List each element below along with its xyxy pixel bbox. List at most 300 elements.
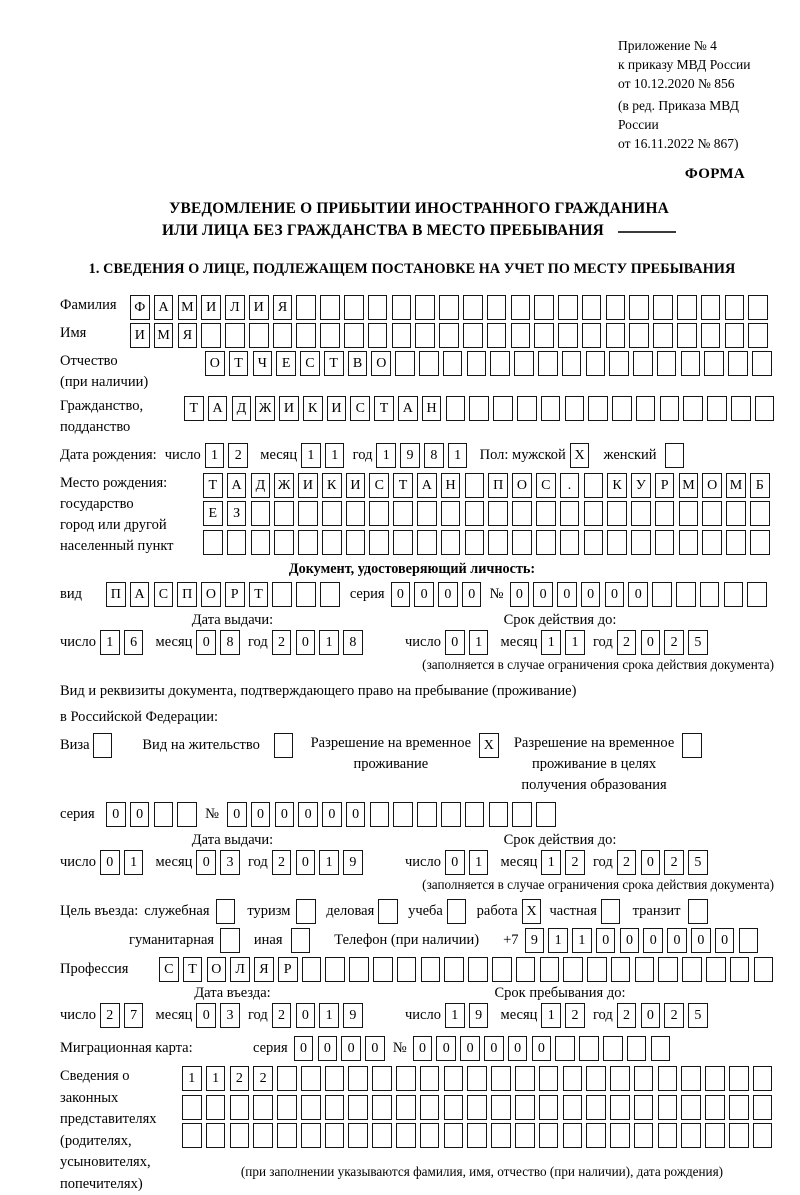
char-box[interactable] <box>633 351 653 376</box>
char-box[interactable] <box>320 295 340 320</box>
char-box[interactable]: 8 <box>424 443 444 468</box>
char-box[interactable]: С <box>154 582 174 607</box>
char-box[interactable] <box>393 802 413 827</box>
char-box[interactable]: М <box>726 473 746 498</box>
char-box[interactable] <box>216 899 236 924</box>
char-box[interactable] <box>536 530 556 555</box>
char-box[interactable] <box>302 957 322 982</box>
char-box[interactable] <box>249 323 269 348</box>
char-box[interactable] <box>274 501 294 526</box>
char-box[interactable]: 0 <box>414 582 434 607</box>
char-box[interactable]: А <box>208 396 228 421</box>
char-box[interactable] <box>320 323 340 348</box>
char-box[interactable] <box>325 957 345 982</box>
char-box[interactable] <box>447 899 467 924</box>
char-box[interactable] <box>227 530 247 555</box>
char-box[interactable]: 0 <box>628 582 648 607</box>
char-box[interactable] <box>274 733 294 758</box>
char-box[interactable]: 0 <box>581 582 601 607</box>
char-box[interactable] <box>463 295 483 320</box>
char-box[interactable] <box>415 295 435 320</box>
char-box[interactable] <box>677 295 697 320</box>
char-box[interactable]: 1 <box>376 443 396 468</box>
char-box[interactable]: Н <box>422 396 442 421</box>
char-box[interactable] <box>420 1095 440 1120</box>
char-box[interactable] <box>515 1066 535 1091</box>
char-box[interactable]: 9 <box>469 1003 489 1028</box>
char-box[interactable] <box>298 501 318 526</box>
char-box[interactable] <box>705 1095 725 1120</box>
char-box[interactable] <box>491 1066 511 1091</box>
char-box[interactable] <box>444 1095 464 1120</box>
char-box[interactable]: 1 <box>469 630 489 655</box>
char-box[interactable] <box>492 957 512 982</box>
char-box[interactable]: Л <box>230 957 250 982</box>
char-box[interactable] <box>607 501 627 526</box>
char-box[interactable]: М <box>154 323 174 348</box>
char-box[interactable]: 0 <box>275 802 295 827</box>
char-box[interactable] <box>724 582 744 607</box>
char-box[interactable] <box>201 323 221 348</box>
char-box[interactable] <box>563 1123 583 1148</box>
char-box[interactable] <box>729 1123 749 1148</box>
char-box[interactable]: 0 <box>445 850 465 875</box>
char-box[interactable]: 0 <box>296 850 316 875</box>
char-box[interactable]: 0 <box>130 802 150 827</box>
char-box[interactable] <box>651 1036 671 1061</box>
char-box[interactable] <box>586 1095 606 1120</box>
char-box[interactable] <box>396 1095 416 1120</box>
char-box[interactable]: 7 <box>124 1003 144 1028</box>
char-box[interactable]: 0 <box>641 850 661 875</box>
char-box[interactable] <box>681 1066 701 1091</box>
char-box[interactable] <box>611 957 631 982</box>
char-box[interactable] <box>676 582 696 607</box>
char-box[interactable] <box>489 802 509 827</box>
char-box[interactable]: 0 <box>391 582 411 607</box>
char-box[interactable] <box>702 501 722 526</box>
char-box[interactable] <box>369 530 389 555</box>
char-box[interactable]: Т <box>324 351 344 376</box>
char-box[interactable]: М <box>178 295 198 320</box>
char-box[interactable] <box>584 530 604 555</box>
char-box[interactable] <box>277 1123 297 1148</box>
char-box[interactable]: И <box>298 473 318 498</box>
char-box[interactable] <box>755 396 775 421</box>
char-box[interactable]: 1 <box>124 850 144 875</box>
char-box[interactable] <box>627 1036 647 1061</box>
char-box[interactable]: И <box>130 323 150 348</box>
char-box[interactable]: К <box>322 473 342 498</box>
char-box[interactable]: Т <box>374 396 394 421</box>
char-box[interactable] <box>511 323 531 348</box>
char-box[interactable] <box>653 295 673 320</box>
char-box[interactable]: 1 <box>572 928 592 953</box>
char-box[interactable] <box>748 323 768 348</box>
char-box[interactable]: 0 <box>436 1036 456 1061</box>
char-box[interactable] <box>465 802 485 827</box>
char-box[interactable] <box>444 957 464 982</box>
char-box[interactable] <box>582 295 602 320</box>
char-box[interactable] <box>657 351 677 376</box>
char-box[interactable]: Н <box>441 473 461 498</box>
char-box[interactable] <box>420 1123 440 1148</box>
char-box[interactable] <box>446 396 466 421</box>
char-box[interactable] <box>515 1095 535 1120</box>
char-box[interactable] <box>655 501 675 526</box>
char-box[interactable] <box>729 1095 749 1120</box>
char-box[interactable]: 1 <box>182 1066 202 1091</box>
char-box[interactable]: 9 <box>343 1003 363 1028</box>
char-box[interactable]: С <box>536 473 556 498</box>
char-box[interactable]: О <box>371 351 391 376</box>
char-box[interactable]: 1 <box>565 630 585 655</box>
char-box[interactable] <box>298 530 318 555</box>
char-box[interactable] <box>348 1123 368 1148</box>
char-box[interactable] <box>753 1123 773 1148</box>
char-box[interactable] <box>296 323 316 348</box>
char-box[interactable] <box>729 1066 749 1091</box>
char-box[interactable] <box>563 957 583 982</box>
char-box[interactable]: 2 <box>617 1003 637 1028</box>
char-box[interactable] <box>154 802 174 827</box>
char-box[interactable]: 0 <box>462 582 482 607</box>
char-box[interactable]: 1 <box>548 928 568 953</box>
char-box[interactable] <box>750 530 770 555</box>
char-box[interactable] <box>539 1123 559 1148</box>
char-box[interactable]: 2 <box>272 630 292 655</box>
char-box[interactable] <box>683 396 703 421</box>
char-box[interactable] <box>441 530 461 555</box>
char-box[interactable] <box>540 957 560 982</box>
char-box[interactable]: 0 <box>296 630 316 655</box>
char-box[interactable]: О <box>201 582 221 607</box>
char-box[interactable]: X <box>479 733 499 758</box>
char-box[interactable]: Т <box>249 582 269 607</box>
char-box[interactable] <box>417 802 437 827</box>
char-box[interactable] <box>679 501 699 526</box>
char-box[interactable] <box>701 323 721 348</box>
char-box[interactable] <box>467 351 487 376</box>
char-box[interactable]: А <box>417 473 437 498</box>
char-box[interactable] <box>610 1066 630 1091</box>
char-box[interactable] <box>586 351 606 376</box>
char-box[interactable]: Д <box>232 396 252 421</box>
char-box[interactable] <box>220 928 240 953</box>
char-box[interactable]: 2 <box>664 850 684 875</box>
char-box[interactable] <box>728 351 748 376</box>
char-box[interactable] <box>634 1095 654 1120</box>
char-box[interactable]: И <box>249 295 269 320</box>
char-box[interactable]: 0 <box>620 928 640 953</box>
char-box[interactable] <box>563 1095 583 1120</box>
char-box[interactable] <box>679 530 699 555</box>
char-box[interactable]: 0 <box>196 630 216 655</box>
char-box[interactable]: 8 <box>343 630 363 655</box>
char-box[interactable]: 0 <box>484 1036 504 1061</box>
char-box[interactable] <box>443 351 463 376</box>
char-box[interactable]: 8 <box>220 630 240 655</box>
char-box[interactable]: Л <box>225 295 245 320</box>
char-box[interactable] <box>610 1123 630 1148</box>
char-box[interactable]: Т <box>393 473 413 498</box>
char-box[interactable] <box>681 1095 701 1120</box>
char-box[interactable] <box>439 323 459 348</box>
char-box[interactable] <box>636 396 656 421</box>
char-box[interactable]: Б <box>750 473 770 498</box>
char-box[interactable] <box>368 295 388 320</box>
char-box[interactable] <box>368 323 388 348</box>
char-box[interactable] <box>469 396 489 421</box>
char-box[interactable] <box>586 1066 606 1091</box>
char-box[interactable] <box>565 396 585 421</box>
char-box[interactable]: 2 <box>100 1003 120 1028</box>
char-box[interactable] <box>346 530 366 555</box>
char-box[interactable]: И <box>279 396 299 421</box>
char-box[interactable]: С <box>159 957 179 982</box>
char-box[interactable] <box>465 473 485 498</box>
char-box[interactable]: В <box>348 351 368 376</box>
char-box[interactable] <box>378 899 398 924</box>
char-box[interactable]: Т <box>229 351 249 376</box>
char-box[interactable]: 0 <box>715 928 735 953</box>
char-box[interactable] <box>396 1123 416 1148</box>
char-box[interactable]: 2 <box>253 1066 273 1091</box>
char-box[interactable]: А <box>154 295 174 320</box>
char-box[interactable] <box>344 323 364 348</box>
char-box[interactable] <box>753 1066 773 1091</box>
char-box[interactable] <box>607 530 627 555</box>
char-box[interactable]: А <box>130 582 150 607</box>
char-box[interactable] <box>491 1123 511 1148</box>
char-box[interactable] <box>417 501 437 526</box>
char-box[interactable]: Д <box>251 473 271 498</box>
char-box[interactable]: 2 <box>617 630 637 655</box>
char-box[interactable] <box>206 1123 226 1148</box>
char-box[interactable]: 0 <box>641 1003 661 1028</box>
char-box[interactable]: 0 <box>341 1036 361 1061</box>
char-box[interactable] <box>395 351 415 376</box>
char-box[interactable]: П <box>488 473 508 498</box>
char-box[interactable] <box>369 501 389 526</box>
char-box[interactable] <box>491 1095 511 1120</box>
char-box[interactable]: 0 <box>296 1003 316 1028</box>
char-box[interactable]: Ж <box>255 396 275 421</box>
char-box[interactable] <box>606 323 626 348</box>
char-box[interactable]: 0 <box>196 1003 216 1028</box>
char-box[interactable]: И <box>327 396 347 421</box>
char-box[interactable] <box>467 1095 487 1120</box>
char-box[interactable]: 1 <box>319 850 339 875</box>
char-box[interactable] <box>612 396 632 421</box>
char-box[interactable] <box>558 295 578 320</box>
char-box[interactable] <box>203 530 223 555</box>
char-box[interactable] <box>655 530 675 555</box>
char-box[interactable] <box>539 1095 559 1120</box>
char-box[interactable]: 0 <box>413 1036 433 1061</box>
char-box[interactable] <box>370 802 390 827</box>
char-box[interactable] <box>584 501 604 526</box>
char-box[interactable] <box>725 295 745 320</box>
char-box[interactable] <box>541 396 561 421</box>
char-box[interactable]: 0 <box>557 582 577 607</box>
char-box[interactable] <box>658 1095 678 1120</box>
char-box[interactable] <box>539 1066 559 1091</box>
char-box[interactable]: А <box>227 473 247 498</box>
char-box[interactable]: И <box>201 295 221 320</box>
char-box[interactable] <box>653 323 673 348</box>
char-box[interactable] <box>320 582 340 607</box>
char-box[interactable] <box>739 928 759 953</box>
char-box[interactable]: 0 <box>294 1036 314 1061</box>
char-box[interactable] <box>658 1066 678 1091</box>
char-box[interactable] <box>512 802 532 827</box>
char-box[interactable]: 0 <box>100 850 120 875</box>
char-box[interactable] <box>629 323 649 348</box>
char-box[interactable] <box>296 295 316 320</box>
char-box[interactable]: 1 <box>469 850 489 875</box>
char-box[interactable] <box>660 396 680 421</box>
char-box[interactable]: Т <box>183 957 203 982</box>
char-box[interactable] <box>725 323 745 348</box>
char-box[interactable] <box>274 530 294 555</box>
char-box[interactable] <box>444 1123 464 1148</box>
char-box[interactable] <box>702 530 722 555</box>
char-box[interactable] <box>182 1095 202 1120</box>
char-box[interactable]: 0 <box>533 582 553 607</box>
char-box[interactable] <box>230 1123 250 1148</box>
char-box[interactable] <box>348 1066 368 1091</box>
char-box[interactable] <box>634 1066 654 1091</box>
char-box[interactable]: 1 <box>445 1003 465 1028</box>
char-box[interactable] <box>444 1066 464 1091</box>
char-box[interactable] <box>253 1123 273 1148</box>
char-box[interactable]: X <box>522 899 542 924</box>
char-box[interactable] <box>558 323 578 348</box>
char-box[interactable]: 0 <box>322 802 342 827</box>
char-box[interactable]: 2 <box>565 1003 585 1028</box>
char-box[interactable] <box>393 501 413 526</box>
char-box[interactable] <box>753 1095 773 1120</box>
char-box[interactable]: Ж <box>274 473 294 498</box>
char-box[interactable]: Ч <box>253 351 273 376</box>
char-box[interactable] <box>225 323 245 348</box>
char-box[interactable] <box>706 957 726 982</box>
char-box[interactable]: 0 <box>510 582 530 607</box>
char-box[interactable]: Е <box>276 351 296 376</box>
char-box[interactable]: З <box>227 501 247 526</box>
char-box[interactable] <box>631 530 651 555</box>
char-box[interactable] <box>587 957 607 982</box>
char-box[interactable]: 3 <box>220 1003 240 1028</box>
char-box[interactable]: Е <box>203 501 223 526</box>
char-box[interactable] <box>665 443 685 468</box>
char-box[interactable] <box>682 733 702 758</box>
char-box[interactable]: О <box>207 957 227 982</box>
char-box[interactable] <box>512 530 532 555</box>
char-box[interactable]: 2 <box>664 630 684 655</box>
char-box[interactable] <box>393 530 413 555</box>
char-box[interactable] <box>610 1095 630 1120</box>
char-box[interactable] <box>419 351 439 376</box>
char-box[interactable] <box>658 1123 678 1148</box>
char-box[interactable]: Р <box>278 957 298 982</box>
char-box[interactable] <box>372 1123 392 1148</box>
char-box[interactable] <box>325 1095 345 1120</box>
char-box[interactable]: 1 <box>541 1003 561 1028</box>
char-box[interactable] <box>681 351 701 376</box>
char-box[interactable] <box>465 501 485 526</box>
char-box[interactable] <box>490 351 510 376</box>
char-box[interactable] <box>420 1066 440 1091</box>
char-box[interactable] <box>396 1066 416 1091</box>
char-box[interactable] <box>750 501 770 526</box>
char-box[interactable] <box>681 1123 701 1148</box>
char-box[interactable]: 1 <box>206 1066 226 1091</box>
char-box[interactable]: Р <box>225 582 245 607</box>
char-box[interactable]: 6 <box>124 630 144 655</box>
char-box[interactable] <box>296 582 316 607</box>
char-box[interactable]: 2 <box>230 1066 250 1091</box>
char-box[interactable] <box>512 501 532 526</box>
char-box[interactable] <box>652 582 672 607</box>
char-box[interactable] <box>536 802 556 827</box>
char-box[interactable]: П <box>106 582 126 607</box>
char-box[interactable] <box>603 1036 623 1061</box>
char-box[interactable] <box>397 957 417 982</box>
char-box[interactable] <box>177 802 197 827</box>
char-box[interactable] <box>392 323 412 348</box>
char-box[interactable] <box>325 1123 345 1148</box>
char-box[interactable] <box>273 323 293 348</box>
char-box[interactable]: 0 <box>251 802 271 827</box>
char-box[interactable] <box>325 1066 345 1091</box>
char-box[interactable] <box>586 1123 606 1148</box>
char-box[interactable]: 0 <box>605 582 625 607</box>
char-box[interactable] <box>536 501 556 526</box>
char-box[interactable]: 2 <box>272 1003 292 1028</box>
char-box[interactable] <box>277 1095 297 1120</box>
char-box[interactable]: 0 <box>196 850 216 875</box>
char-box[interactable] <box>511 295 531 320</box>
char-box[interactable] <box>701 295 721 320</box>
char-box[interactable] <box>635 957 655 982</box>
char-box[interactable] <box>417 530 437 555</box>
char-box[interactable]: 0 <box>667 928 687 953</box>
char-box[interactable] <box>301 1123 321 1148</box>
char-box[interactable] <box>344 295 364 320</box>
char-box[interactable]: К <box>303 396 323 421</box>
char-box[interactable]: Р <box>655 473 675 498</box>
char-box[interactable] <box>730 957 750 982</box>
char-box[interactable]: М <box>679 473 699 498</box>
char-box[interactable]: О <box>205 351 225 376</box>
char-box[interactable]: 0 <box>508 1036 528 1061</box>
char-box[interactable]: Т <box>203 473 223 498</box>
char-box[interactable] <box>372 1066 392 1091</box>
char-box[interactable] <box>301 1095 321 1120</box>
char-box[interactable] <box>534 323 554 348</box>
char-box[interactable] <box>272 582 292 607</box>
char-box[interactable]: 1 <box>100 630 120 655</box>
char-box[interactable]: 0 <box>227 802 247 827</box>
char-box[interactable]: Я <box>178 323 198 348</box>
char-box[interactable]: К <box>607 473 627 498</box>
char-box[interactable] <box>463 323 483 348</box>
char-box[interactable] <box>488 530 508 555</box>
char-box[interactable] <box>515 1123 535 1148</box>
char-box[interactable] <box>606 295 626 320</box>
